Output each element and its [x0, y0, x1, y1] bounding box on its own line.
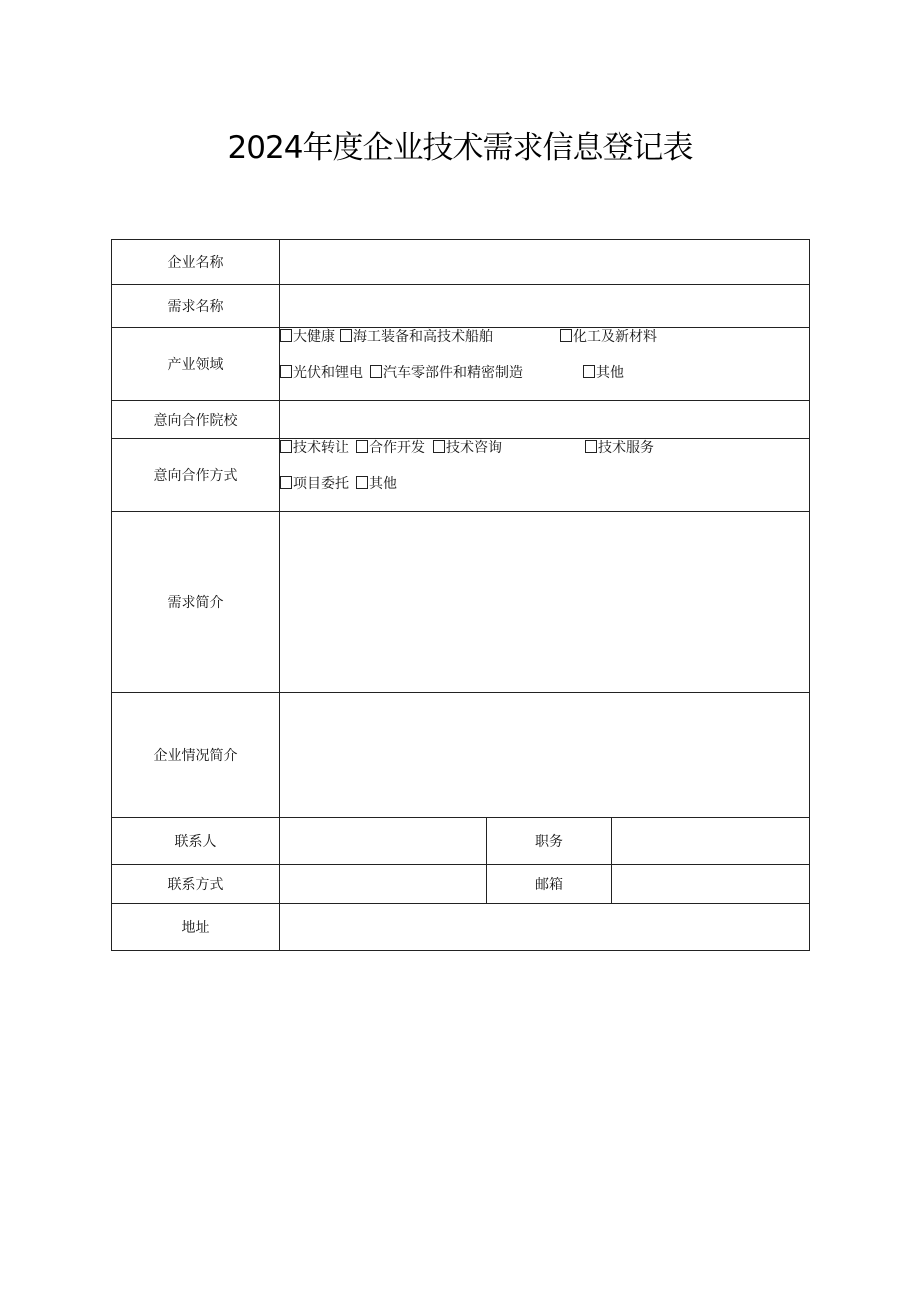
industry-option-health[interactable]: 大健康: [280, 328, 335, 346]
row-demand-name: [112, 285, 810, 328]
registration-form: [111, 239, 810, 951]
coop-option-consulting[interactable]: 技术咨询: [433, 439, 502, 457]
row-contact-method: [112, 865, 810, 904]
row-address: [112, 904, 810, 951]
contact-field[interactable]: [280, 818, 487, 865]
row-industry: [112, 328, 810, 401]
college-label: 意向合作院校: [112, 401, 280, 439]
contact-label: 联系人: [112, 818, 280, 865]
company-name-label: 企业名称: [112, 240, 280, 285]
coop-option-other[interactable]: 其他: [356, 475, 397, 493]
checkbox-icon[interactable]: [280, 476, 292, 489]
college-field[interactable]: [280, 401, 810, 439]
row-company-intro: [112, 693, 810, 818]
position-field[interactable]: [612, 818, 810, 865]
checkbox-icon[interactable]: [370, 365, 382, 378]
row-contact: [112, 818, 810, 865]
industry-option-marine[interactable]: 海工装备和高技术船舶: [340, 328, 493, 346]
checkbox-icon[interactable]: [583, 365, 595, 378]
row-demand-intro: [112, 512, 810, 693]
company-name-field[interactable]: [280, 240, 810, 285]
demand-name-label: 需求名称: [112, 285, 280, 328]
checkbox-icon[interactable]: [560, 329, 572, 342]
position-label: 职务: [487, 818, 612, 865]
coop-option-transfer[interactable]: 技术转让: [280, 439, 349, 457]
page-title: 2024年度企业技术需求信息登记表: [227, 130, 693, 166]
industry-option-auto-parts[interactable]: 汽车零部件和精密制造: [370, 364, 523, 382]
checkbox-icon[interactable]: [356, 440, 368, 453]
checkbox-icon[interactable]: [280, 329, 292, 342]
row-coop-mode: [112, 439, 810, 512]
coop-mode-label: 意向合作方式: [112, 439, 280, 512]
checkbox-icon[interactable]: [340, 329, 352, 342]
address-field[interactable]: [280, 904, 810, 951]
demand-intro-label: 需求简介: [112, 512, 280, 693]
coop-option-service[interactable]: 技术服务: [585, 439, 654, 457]
company-intro-field[interactable]: [280, 693, 810, 818]
address-label: 地址: [112, 904, 280, 951]
checkbox-icon[interactable]: [433, 440, 445, 453]
industry-option-pv-lithium[interactable]: 光伏和锂电: [280, 364, 363, 382]
company-intro-label: 企业情况简介: [112, 693, 280, 818]
industry-option-chemical[interactable]: 化工及新材料: [560, 328, 657, 346]
email-field[interactable]: [612, 865, 810, 904]
demand-name-field[interactable]: [280, 285, 810, 328]
coop-option-project[interactable]: 项目委托: [280, 475, 349, 493]
contact-method-field[interactable]: [280, 865, 487, 904]
checkbox-icon[interactable]: [280, 365, 292, 378]
checkbox-icon[interactable]: [356, 476, 368, 489]
demand-intro-field[interactable]: [280, 512, 810, 693]
industry-option-other[interactable]: 其他: [583, 364, 624, 382]
row-college: [112, 401, 810, 439]
email-label: 邮箱: [487, 865, 612, 904]
checkbox-icon[interactable]: [280, 440, 292, 453]
industry-label: 产业领域: [112, 328, 280, 401]
industry-options: [280, 328, 810, 401]
coop-options: [280, 439, 810, 512]
coop-option-joint-dev[interactable]: 合作开发: [356, 439, 425, 457]
checkbox-icon[interactable]: [585, 440, 597, 453]
row-company-name: [112, 240, 810, 285]
contact-method-label: 联系方式: [112, 865, 280, 904]
